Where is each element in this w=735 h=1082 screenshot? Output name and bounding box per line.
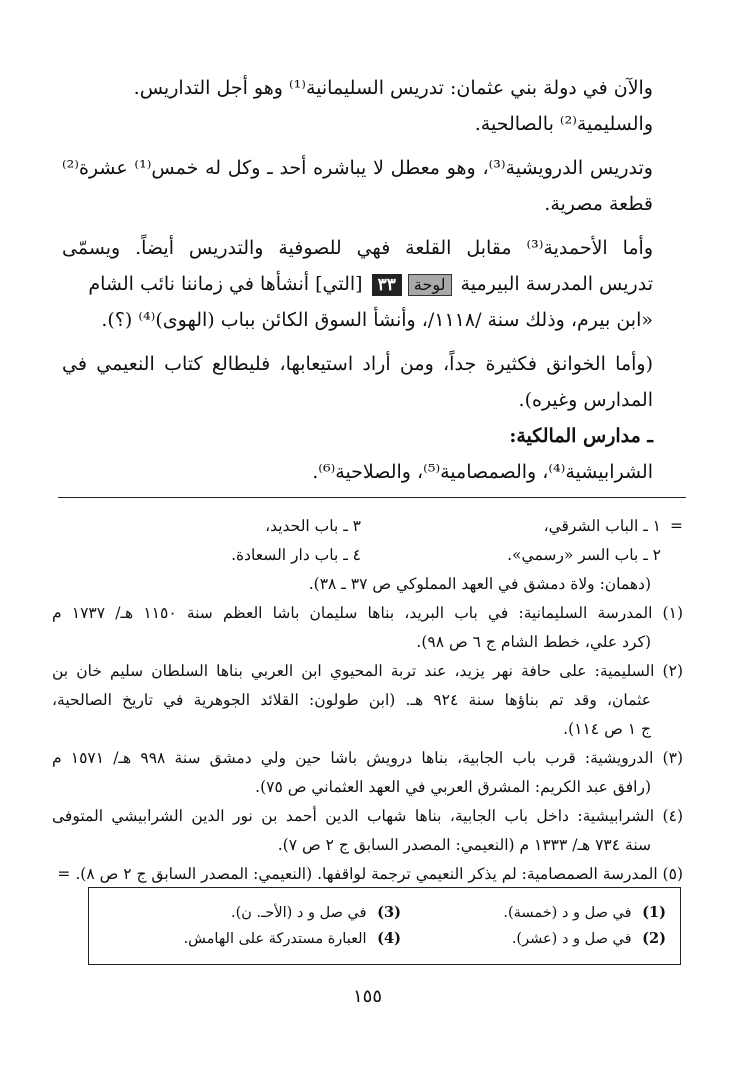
main-text (62, 70, 653, 490)
variant-text: العبارة مستدركة على الهامش. (183, 931, 367, 947)
plate-reference-label: لوحة (408, 274, 452, 296)
footnote-line: (٥) المدرسة الصمصامية: لم يذكر النعيمي ترجمة لواقفها. (النعيمي: المصدر السابق ج ٢ ص ٨). = (57, 865, 683, 883)
manuscript-variants-box (88, 887, 681, 965)
section-heading: ـ مدارس المالكية: (509, 425, 653, 447)
text-line: والسليمية⁽²⁾ بالصالحية. (474, 113, 653, 135)
footnote-line: (رافق عبد الكريم: المشرق العربي في العهد العثماني ص ٧٥). (255, 778, 651, 796)
variant-note (401, 900, 666, 926)
text-line: قطعة مصرية. (544, 193, 653, 215)
footnote-line: (٣) الدرويشية: قرب باب الجابية، بناها درويش باشا حين ولي دمشق سنة ٩٩٨ هـ/ ١٥٧١ م (52, 749, 683, 767)
variant-note (136, 926, 401, 952)
text-line: وأما الأحمدية⁽³⁾ مقابل القلعة فهي للصوفية والتدريس أيضاً. ويسمّى (62, 237, 653, 259)
page-number: ١٥٥ (352, 986, 382, 1007)
footnote-item: ٤ ـ باب دار السعادة. (231, 546, 361, 564)
footnote-item: ١ ـ الباب الشرقي، (543, 517, 661, 535)
variant-text: في صل و د (عشر). (511, 931, 632, 947)
footnote-line (52, 512, 683, 541)
text-segment: تدريس المدرسة البيرمية (460, 273, 653, 295)
footnote-line: (دهمان: ولاة دمشق في العهد المملوكي ص ٣٧ ـ ٣٨). (308, 575, 651, 593)
variant-number: (2) (642, 930, 666, 947)
footnote-divider (58, 497, 686, 498)
footnote-line: ج ١ ص ١١٤). (563, 720, 651, 738)
text-line: «ابن بيرم، وذلك سنة /١١١٨/، وأنشأ السوق الكائن بباب (الهوى)⁽⁴⁾ (؟). (101, 309, 653, 331)
footnotes (52, 512, 683, 889)
variant-text: في صل و د (الأحـ. ن). (231, 905, 367, 921)
continuation-marker: = (670, 517, 683, 535)
variant-number: (1) (642, 904, 666, 921)
footnote-line (52, 541, 683, 570)
text-line: وتدريس الدرويشية⁽³⁾، وهو معطل لا يباشره أحد ـ وكل له خمس⁽¹⁾ عشرة⁽²⁾ (62, 157, 653, 179)
footnote-line: سنة ٧٣٤ هـ/ ١٣٣٣ م (النعيمي: المصدر السابق ج ٢ ص ٧). (277, 836, 651, 854)
footnote-line: (٢) السليمية: على حافة نهر يزيد، عند تربة المحيوي ابن العربي بناها السلطان سليم خان بن (52, 662, 683, 680)
variant-number: (4) (377, 930, 401, 947)
text-line: الشرابيشية⁽⁴⁾، والصمصامية⁽⁵⁾، والصلاحية⁽⁶⁾. (312, 461, 653, 483)
text-segment: [التي] أنشأها في زماننا نائب الشام (88, 273, 363, 295)
footnote-item: ٢ ـ باب السر «رسمي». (507, 546, 661, 564)
footnote-line: (٤) الشرابيشية: داخل باب الجابية، بناها شهاب الدين أحمد بن نور الدين الشرابيشي المتوفى (52, 807, 683, 825)
footnote-line: (١) المدرسة السليمانية: في باب البريد، بناها سليمان باشا العظم سنة ١١٥٠ هـ/ ١٧٣٧ م (52, 604, 683, 622)
variant-number: (3) (377, 904, 401, 921)
footnote-item: ٣ ـ باب الحديد، (265, 517, 361, 535)
footnote-line: (كرد علي، خطط الشام ج ٦ ص ٩٨). (416, 633, 651, 651)
plate-reference-number: ٣٣ (372, 274, 402, 296)
text-line-with-plate-ref (62, 266, 653, 302)
text-line: والآن في دولة بني عثمان: تدريس السليمانية⁽¹⁾ وهو أجل التداريس. (133, 77, 653, 99)
variants-row (103, 900, 666, 926)
variant-note (136, 900, 401, 926)
variants-row (103, 926, 666, 952)
footnote-line: عثمان، وقد تم بناؤها سنة ٩٢٤ هـ. (ابن طولون: القلائد الجوهرية في تاريخ الصالحية، (52, 691, 651, 709)
variant-note (401, 926, 666, 952)
text-line: (وأما الخوانق فكثيرة جداً، ومن أراد استيعابها، فليطالع كتاب النعيمي في (62, 353, 653, 375)
variant-text: في صل و د (خمسة). (503, 905, 632, 921)
text-line: المدارس وغيره). (518, 389, 653, 411)
